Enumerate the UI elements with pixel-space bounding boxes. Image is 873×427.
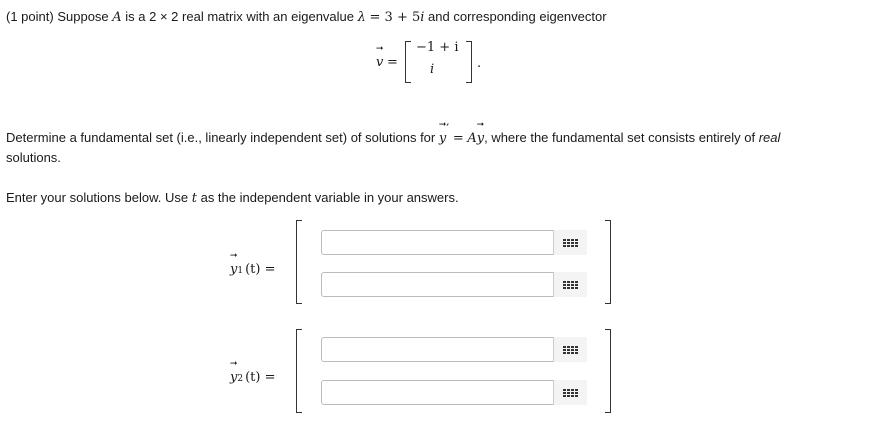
problem-statement	[6, 9, 607, 25]
eigenvalue-imag-unit: i	[420, 10, 425, 25]
solution-1-left-bracket	[296, 220, 302, 304]
solution-2-entry-1-input[interactable]	[321, 337, 587, 362]
intro-text-3: and corresponding eigenvector	[428, 9, 607, 24]
prime-symbol: ′	[446, 122, 450, 137]
y2-label-symbol: y	[230, 370, 238, 385]
solution-2-right-bracket	[605, 329, 611, 413]
eigenvector-label	[375, 44, 398, 70]
vector-arrow-icon: ➞	[229, 251, 238, 261]
vector-arrow-icon: ➞	[375, 44, 384, 54]
enter-text-1: Enter your solutions below. Use	[6, 190, 189, 205]
right-bracket	[466, 41, 472, 83]
solution-1-label	[229, 251, 276, 277]
keypad-icon[interactable]	[553, 337, 587, 362]
left-bracket	[405, 41, 411, 83]
solution-1-entry-2-input[interactable]	[321, 272, 587, 297]
vector-symbol: v	[376, 55, 384, 70]
A-symbol: A	[467, 131, 477, 146]
eigenvalue: = 3 + 5	[369, 10, 421, 25]
lambda-symbol: λ	[357, 10, 366, 25]
instruction-text-3: solutions.	[6, 150, 61, 165]
y-symbol: y	[438, 131, 447, 146]
vector-entry-2-text: i	[430, 62, 435, 77]
y2-symbol: y	[476, 131, 485, 146]
keypad-icon[interactable]	[553, 230, 587, 255]
solution-2-entry-2-input[interactable]	[321, 380, 587, 405]
t-symbol: t	[191, 191, 197, 206]
instruction-text-2: , where the fundamental set consists entirely of	[484, 130, 756, 145]
solution-1-entry-1-input[interactable]	[321, 230, 587, 255]
solution-2-left-bracket	[296, 329, 302, 413]
instruction-line	[6, 120, 781, 146]
instruction-text-1: Determine a fundamental set (i.e., linearly independent set) of solutions for	[6, 130, 436, 145]
keypad-icon[interactable]	[553, 380, 587, 405]
vector-entry-2	[430, 62, 434, 77]
vector-arrow-icon: ➞	[476, 120, 485, 130]
vector-arrow-icon: ➞	[229, 359, 238, 369]
vector-entry-1-text: −1 + i	[416, 40, 459, 55]
intro-text-2: is a 2 × 2 real matrix with an eigenvalue	[125, 9, 355, 24]
solution-1-right-bracket	[605, 220, 611, 304]
intro-text-1: Suppose	[57, 9, 109, 24]
enter-text-2: as the independent variable in your answers.	[200, 190, 459, 205]
matrix-symbol: A	[112, 10, 122, 25]
vector-arrow-icon: ➞	[438, 120, 447, 130]
y2-subscript: 2	[237, 374, 244, 384]
points-label: (1 point)	[6, 9, 54, 24]
y1-symbol: y	[230, 262, 238, 277]
keypad-icon[interactable]	[553, 272, 587, 297]
period: .	[477, 56, 482, 71]
enter-instruction	[6, 190, 459, 206]
equals-sign: =	[386, 55, 398, 70]
real-word: real	[758, 130, 781, 145]
eq-sign: =	[452, 131, 464, 146]
y1-subscript: 1	[237, 266, 244, 276]
vector-entry-1	[416, 40, 458, 55]
y2-rest: (t) =	[245, 370, 276, 385]
solution-2-label	[229, 359, 276, 385]
y1-rest: (t) =	[245, 262, 276, 277]
